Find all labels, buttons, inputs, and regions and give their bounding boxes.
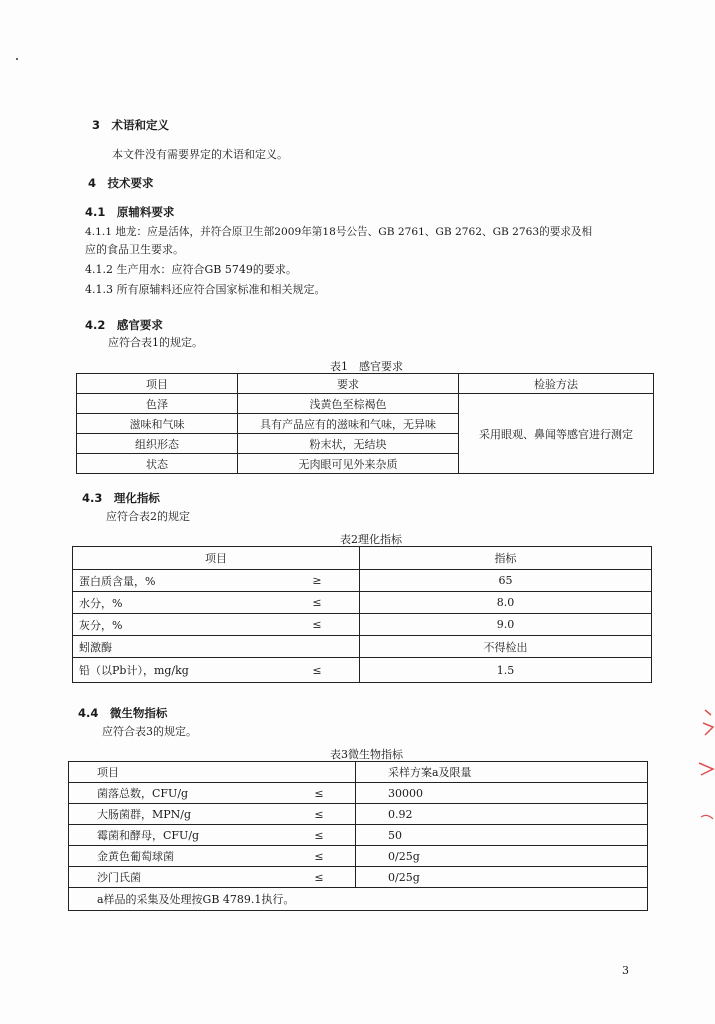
table-cell: ≤ — [283, 783, 356, 804]
table-cell: 水分，% — [73, 592, 276, 614]
table-cell: 组织形态 — [77, 434, 238, 454]
clause-4-1-2: 4.1.2 生产用水：应符合GB 5749的要求。 — [85, 263, 297, 276]
table-cell: 滋味和气味 — [77, 414, 238, 434]
table-1-caption: 表1 感官要求 — [330, 360, 403, 373]
table-header-row — [73, 547, 652, 570]
table-footnote-row — [69, 888, 648, 911]
section-4-2-heading: 4.2 感官要求 — [85, 318, 163, 332]
table-footnote: a样品的采集及处理按GB 4789.1执行。 — [69, 888, 648, 911]
table-header-cell: 项目 — [73, 547, 360, 570]
table-cell: 0/25g — [356, 867, 648, 888]
table-3-microbial — [68, 761, 648, 911]
table-header-cell: 检验方法 — [459, 374, 654, 394]
table-cell: 30000 — [356, 783, 648, 804]
table-header-cell: 要求 — [238, 374, 459, 394]
section-4-3-text: 应符合表2的规定 — [106, 510, 190, 523]
table-cell: 浅黄色至棕褐色 — [238, 394, 459, 414]
table-row — [69, 783, 648, 804]
section-3-text: 本文件没有需要界定的术语和定义。 — [112, 148, 288, 161]
table-row — [69, 825, 648, 846]
table-header-cell: 采样方案a及限量 — [356, 762, 648, 783]
table-cell: 沙门氏菌 — [69, 867, 284, 888]
table-cell: 9.0 — [360, 614, 652, 636]
table-cell: ≤ — [283, 867, 356, 888]
table-cell: 铅（以Pb计），mg/kg — [73, 658, 276, 683]
page-number: 3 — [622, 964, 629, 977]
table-cell: 蛋白质含量，% — [73, 570, 276, 592]
table-header-row — [77, 374, 654, 394]
table-cell: ≤ — [275, 614, 360, 636]
table-cell: ≤ — [283, 846, 356, 867]
table-cell: 50 — [356, 825, 648, 846]
table-cell: 状态 — [77, 454, 238, 474]
clause-4-1-1-line2: 应的食品卫生要求。 — [85, 243, 184, 256]
table-2-physicochemical — [72, 546, 652, 683]
table-row — [73, 636, 652, 658]
table-cell: ≥ — [275, 570, 360, 592]
section-4-heading: 4 技术要求 — [88, 176, 154, 190]
table-3-caption: 表3微生物指标 — [330, 748, 403, 761]
table-row — [69, 804, 648, 825]
section-4-3-heading: 4.3 理化指标 — [82, 491, 160, 505]
table-header-cell: 项目 — [77, 374, 238, 394]
table-2-caption: 表2理化指标 — [340, 533, 402, 546]
table-header-cell: 项目 — [69, 762, 356, 783]
table-cell: 无肉眼可见外来杂质 — [238, 454, 459, 474]
seal-fragment — [697, 705, 715, 828]
section-4-1-heading: 4.1 原辅料要求 — [85, 205, 175, 219]
section-4-2-text: 应符合表1的规定。 — [108, 336, 203, 349]
table-cell: ≤ — [275, 592, 360, 614]
table-cell: 具有产品应有的滋味和气味，无异味 — [238, 414, 459, 434]
table-cell: 灰分，% — [73, 614, 276, 636]
table-cell: 粉末状，无结块 — [238, 434, 459, 454]
table-cell: 不得检出 — [360, 636, 652, 658]
table-cell: 蚓激酶 — [73, 636, 276, 658]
table-row — [69, 846, 648, 867]
table-header-cell: 指标 — [360, 547, 652, 570]
table-cell: ≤ — [283, 804, 356, 825]
table-row — [77, 394, 654, 414]
clause-4-1-1-line1: 4.1.1 地龙：应是活体，并符合原卫生部2009年第18号公告、GB 2761、GB 2762、GB 2763的要求及相 — [85, 226, 593, 238]
section-3-heading: 3 术语和定义 — [92, 118, 170, 132]
table-cell: 8.0 — [360, 592, 652, 614]
table-header-row — [69, 762, 648, 783]
table-row — [73, 658, 652, 683]
scan-speck — [16, 58, 18, 60]
table-row — [73, 614, 652, 636]
table-cell: 霉菌和酵母，CFU/g — [69, 825, 284, 846]
table-1-sensory — [76, 373, 654, 474]
table-cell: 65 — [360, 570, 652, 592]
table-cell: 菌落总数，CFU/g — [69, 783, 284, 804]
table-cell: 1.5 — [360, 658, 652, 683]
section-4-4-text: 应符合表3的规定。 — [102, 725, 197, 738]
table-cell — [275, 636, 360, 658]
table-cell: ≤ — [283, 825, 356, 846]
section-4-4-heading: 4.4 微生物指标 — [78, 706, 168, 720]
clause-4-1-3: 4.1.3 所有原辅料还应符合国家标准和相关规定。 — [85, 283, 326, 296]
table-cell: 色泽 — [77, 394, 238, 414]
table-cell: 大肠菌群，MPN/g — [69, 804, 284, 825]
table-cell: 金黄色葡萄球菌 — [69, 846, 284, 867]
table-row — [73, 592, 652, 614]
table-cell: ≤ — [275, 658, 360, 683]
table-row — [73, 570, 652, 592]
table-cell: 0/25g — [356, 846, 648, 867]
table-row — [69, 867, 648, 888]
method-cell: 采用眼观、鼻闻等感官进行测定 — [459, 394, 654, 474]
table-cell: 0.92 — [356, 804, 648, 825]
